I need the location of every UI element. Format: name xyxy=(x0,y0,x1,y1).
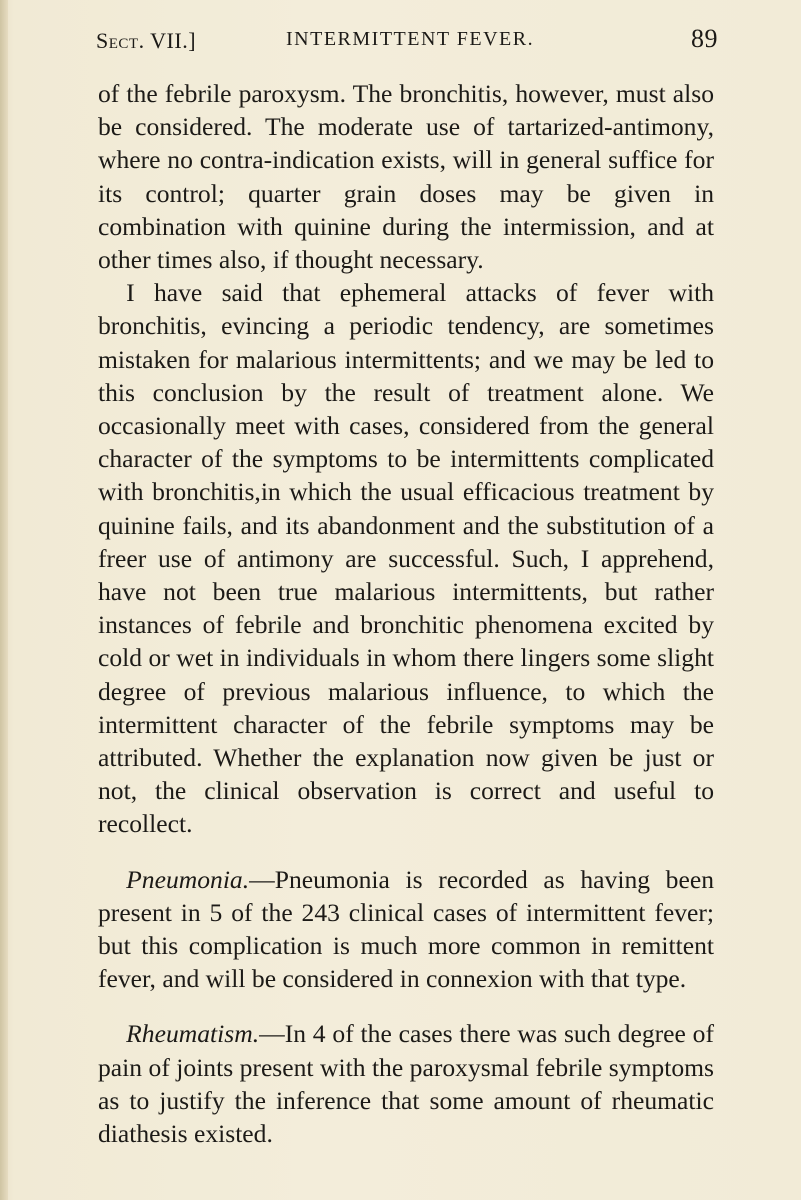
sidehead-pneumonia: Pneumonia. xyxy=(126,864,250,894)
page-number: 89 xyxy=(691,24,718,53)
running-head xyxy=(96,24,718,68)
paragraph-continued xyxy=(98,77,714,276)
section-label: Sect. VII.] xyxy=(96,28,197,53)
paragraph-text: I have said that ephemeral attacks of fever with bronchitis, evincing a periodic tendency, are sometimes mistaken for malarious intermittents; and we may be led to this conclusion by the result of treatment alone. We occasionally meet with cases, considered from the general character of the symptoms to be intermittents complicated with bronchitis,in which the usual efficacious treatment by quinine fails, and its abandonment and the substitution of a freer use of antimony are successful. Such, I apprehend, have not been true malarious intermittents, but rather instances of febrile and bronchitic phenomena excited by cold or wet in individuals in whom there lingers some slight degree of previous malarious influence, to which the intermittent character of the febrile symptoms may be attributed. Whether the explanation now given be just or not, the clinical observation is correct and useful to recollect. xyxy=(98,278,714,839)
chapter-title: INTERMITTENT FEVER. xyxy=(286,28,535,50)
sidehead-rheumatism: Rheumatism. xyxy=(126,1019,260,1049)
paragraph-text: of the febrile paroxysm. The bronchitis, however, must also be considered. The moderate use of tartarized-antimony, where no contra-indication exists, will in general suffice for its control; quarter grain doses may be given in combination with quinine during the intermission, and at other times also, if thought necessary. xyxy=(98,79,714,275)
paragraph-text: —Pneumonia is recorded as having been present in 5 of the 243 clinical cases of intermittent fever; but this complication is much more common in remittent fever, and will be considered in connexion with that type. xyxy=(98,864,714,994)
body-text xyxy=(98,77,714,1150)
page-gutter xyxy=(0,0,8,1200)
paragraph-ephemeral-attacks xyxy=(98,276,714,840)
paragraph-text: —In 4 of the cases there was such degree of pain of joints present with the paroxysmal febrile symptoms as to justify the inference that some amount of rheumatic diathesis existed. xyxy=(98,1019,714,1149)
paragraph-pneumonia xyxy=(98,863,714,996)
paragraph-rheumatism xyxy=(98,1017,714,1150)
